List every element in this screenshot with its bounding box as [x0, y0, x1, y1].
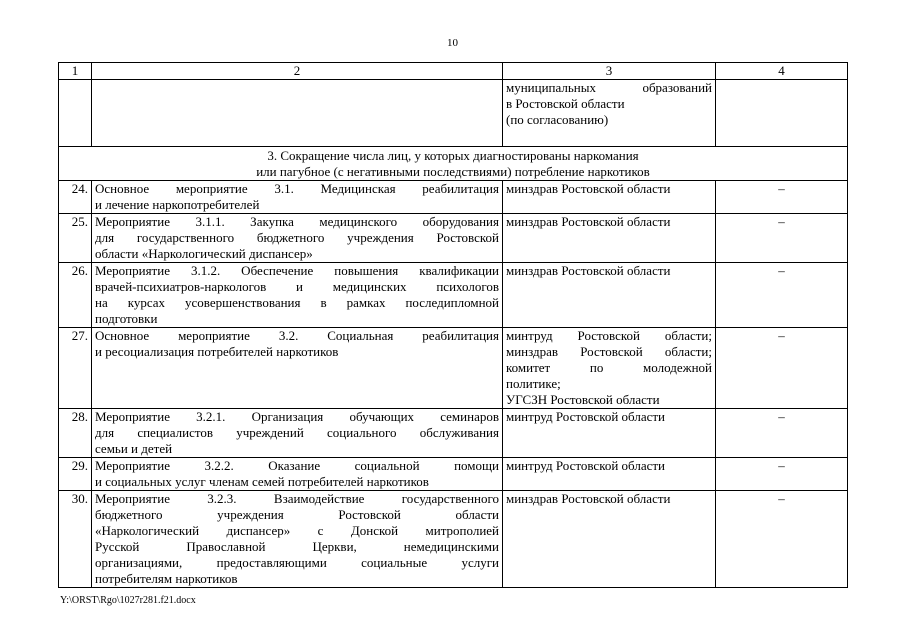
responsible-executor-line: политике; [506, 376, 561, 391]
responsible-executor [503, 328, 716, 409]
responsible-executor [503, 491, 716, 588]
responsible-executor [503, 263, 716, 328]
section-row [59, 147, 848, 181]
measure-description-line: и социальных услуг членам семей потребителей наркотиков [95, 474, 429, 489]
responsible-executor-line: минтруд Ростовской области; [506, 328, 712, 343]
column-4-value: – [716, 458, 848, 491]
continuation-c2 [92, 80, 503, 147]
measure-description [92, 263, 503, 328]
table-row [59, 409, 848, 458]
responsible-executor-line: минздрав Ростовской области [506, 263, 671, 278]
row-number: 26. [59, 263, 92, 328]
column-4-value: – [716, 409, 848, 458]
column-4-value: – [716, 491, 848, 588]
row-number: 27. [59, 328, 92, 409]
column-4-value: – [716, 181, 848, 214]
continuation-c3-line: (по согласованию) [506, 112, 609, 127]
measure-description-line: для специалистов учреждений социального обслуживания [95, 425, 499, 440]
table-row [59, 491, 848, 588]
measure-description-line: и ресоциализация потребителей наркотиков [95, 344, 339, 359]
header-col-4: 4 [716, 63, 848, 80]
measure-description-line: Мероприятие 3.1.2. Обеспечение повышения квалификации [95, 263, 499, 278]
row-number: 25. [59, 214, 92, 263]
continuation-c3-line: муниципальных образований [506, 80, 712, 95]
responsible-executor [503, 409, 716, 458]
footer-file-path: Y:\ORST\Rgo\1027r281.f21.docx [60, 595, 196, 606]
measure-description-line: «Наркологический диспансер» с Донской митрополией [95, 523, 499, 538]
responsible-executor-line: минздрав Ростовской области [506, 181, 671, 196]
measure-description-line: Мероприятие 3.2.1. Организация обучающих семинаров [95, 409, 499, 424]
responsible-executor-line: минтруд Ростовской области [506, 458, 666, 473]
measure-description [92, 458, 503, 491]
measure-description-line: Основное мероприятие 3.1. Медицинская реабилитация [95, 181, 499, 196]
measure-description [92, 328, 503, 409]
measure-description-line: области «Наркологический диспансер» [95, 246, 313, 261]
responsible-executor [503, 458, 716, 491]
row-number: 24. [59, 181, 92, 214]
measure-description-line: Мероприятие 3.2.3. Взаимодействие государственного [95, 491, 499, 506]
measure-description-line: семьи и детей [95, 441, 173, 456]
column-4-value: – [716, 263, 848, 328]
header-col-2: 2 [92, 63, 503, 80]
measure-description-line: для государственного бюджетного учреждения Ростовской [95, 230, 499, 245]
continuation-row [59, 80, 848, 147]
section-title-line: или пагубное (с негативными последствиями) потребление наркотиков [256, 164, 650, 179]
section-title [59, 147, 848, 181]
responsible-executor-line: минтруд Ростовской области [506, 409, 666, 424]
measure-description-line: и лечение наркопотребителей [95, 197, 260, 212]
row-number: 29. [59, 458, 92, 491]
responsible-executor-line: минздрав Ростовской области; [506, 344, 712, 359]
continuation-num [59, 80, 92, 147]
continuation-c3-line: в Ростовской области [506, 96, 625, 111]
responsible-executor-line: минздрав Ростовской области [506, 214, 671, 229]
row-number: 30. [59, 491, 92, 588]
responsible-executor-line: комитет по молодежной [506, 360, 712, 375]
column-4-value: – [716, 328, 848, 409]
table-row [59, 214, 848, 263]
table-row [59, 328, 848, 409]
header-col-1: 1 [59, 63, 92, 80]
measure-description [92, 409, 503, 458]
measure-description-line: потребителям наркотиков [95, 571, 238, 586]
page-number: 10 [447, 37, 458, 49]
measure-description-line: врачей-психиатров-наркологов и медицинских психологов [95, 279, 499, 294]
header-row [59, 63, 848, 80]
measure-description-line: Мероприятие 3.1.1. Закупка медицинского оборудования [95, 214, 499, 229]
table-row [59, 458, 848, 491]
measure-description-line: Мероприятие 3.2.2. Оказание социальной помощи [95, 458, 499, 473]
measure-description-line: подготовки [95, 311, 158, 326]
measure-description-line: организациями, предоставляющими социальные услуги [95, 555, 499, 570]
responsible-executor-line: минздрав Ростовской области [506, 491, 671, 506]
measure-description-line: бюджетного учреждения Ростовской области [95, 507, 499, 522]
measure-description [92, 491, 503, 588]
measure-description-line: Основное мероприятие 3.2. Социальная реабилитация [95, 328, 499, 343]
table-row [59, 263, 848, 328]
table-row [59, 181, 848, 214]
measure-description-line: Русской Православной Церкви, немедицинскими [95, 539, 499, 554]
measure-description-line: на курсах усовершенствования в рамках последипломной [95, 295, 499, 310]
responsible-executor [503, 214, 716, 263]
continuation-c3 [503, 80, 716, 147]
continuation-c4 [716, 80, 848, 147]
row-number: 28. [59, 409, 92, 458]
responsible-executor [503, 181, 716, 214]
measure-description [92, 214, 503, 263]
column-4-value: – [716, 214, 848, 263]
responsible-executor-line: УГСЗН Ростовской области [506, 392, 660, 407]
measure-description [92, 181, 503, 214]
section-title-line: 3. Сокращение числа лиц, у которых диагностированы наркомания [267, 148, 639, 163]
header-col-3: 3 [503, 63, 716, 80]
measures-table [58, 62, 848, 588]
